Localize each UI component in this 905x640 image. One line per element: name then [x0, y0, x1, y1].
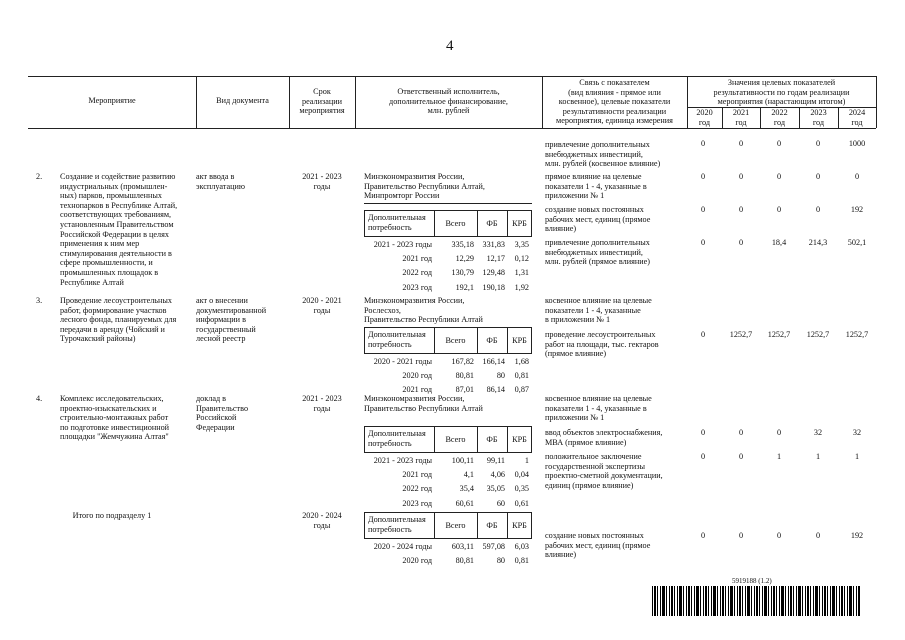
document-type: лесной реестр: [196, 334, 246, 344]
indicator-value: 502,1: [847, 238, 867, 247]
financing-krb-header: КРБ: [512, 219, 527, 228]
financing-label: потребность: [368, 438, 412, 448]
financing-fb: 60: [496, 498, 505, 508]
indicator-value: 18,4: [771, 238, 787, 247]
indicator-link: млн. рублей (косвенное влияние): [545, 159, 661, 169]
indicator-value: 0: [700, 238, 706, 247]
financing-total: 80,81: [455, 556, 474, 566]
indicator-value: 214,3: [808, 238, 828, 247]
financing-period: 2021 год: [402, 470, 432, 480]
link-header: (вид влияния - прямое или: [568, 87, 661, 97]
financing-krb: 1: [524, 456, 529, 465]
indicator-link: внебюджетных инвестиций,: [545, 149, 643, 159]
indicator-value: 0: [738, 139, 744, 148]
values-header: мероприятия (нарастающим итогом): [717, 97, 846, 107]
rule-line: [876, 76, 877, 128]
year-header: 2023: [810, 108, 827, 117]
indicator-value: 1252,7: [767, 330, 791, 339]
financing-label: потребность: [368, 339, 412, 349]
measure-text: лесного фонда, планируемых для: [60, 315, 177, 325]
financing-krb: 0,61: [514, 498, 529, 508]
financing-label: Дополнительная: [368, 330, 426, 339]
financing-fb: 129,48: [482, 268, 505, 278]
financing-label: Дополнительная: [368, 429, 426, 438]
barcode-number: 5919188 (1.2): [732, 577, 772, 585]
measure-text: по подготовке инвестиционной: [60, 422, 170, 432]
indicator-value: 1: [776, 452, 782, 461]
indicator-value: 0: [738, 205, 744, 214]
financing-label: потребность: [368, 524, 412, 534]
indicator-link: рабочих мест, единиц (прямое: [545, 540, 651, 550]
indicator-link: МВА (прямое влияние): [545, 437, 627, 447]
indicator-value: 32: [813, 428, 823, 437]
document-type: Правительство: [196, 403, 249, 413]
financing-period: 2020 - 2021 годы: [373, 357, 432, 366]
indicator-value: 0: [776, 531, 782, 540]
indicator-link: приложении № 1: [545, 413, 605, 423]
financing-krb: 0,35: [514, 484, 529, 494]
financing-period: 2020 - 2024 годы: [373, 542, 432, 551]
term-header: реализации: [301, 96, 342, 106]
financing-total: 87,01: [455, 385, 474, 395]
indicator-value: 1: [815, 452, 821, 461]
indicator-value: 1252,7: [806, 330, 830, 339]
financing-period: 2022 год: [402, 484, 432, 494]
year-header: 2022: [771, 108, 788, 117]
measure-text: Комплекс исследовательских,: [60, 394, 164, 403]
indicator-value: 192: [850, 531, 864, 540]
indicator-link: в приложении № 1: [545, 315, 611, 325]
financing-period: 2020 год: [402, 371, 432, 381]
responsible: Рослесхоз,: [364, 305, 401, 315]
measure-text: промышленных площадок в: [60, 268, 159, 277]
financing-period: 2021 - 2023 годы: [373, 456, 432, 465]
indicator-link: единиц (прямое влияние): [545, 480, 634, 490]
indicator-link: проведение лесоустроительных: [545, 330, 656, 339]
responsible: Минпромторг России: [364, 191, 440, 201]
values-header: Значения целевых показателей: [727, 78, 836, 87]
financing-total: 603,11: [451, 542, 474, 551]
responsible: Правительство Республики Алтай,: [364, 181, 485, 191]
term: 2021 - 2023: [302, 394, 342, 403]
year-header: 2024: [848, 108, 866, 117]
indicator-link: положительное заключение: [545, 452, 642, 461]
indicator-value: 0: [700, 172, 706, 181]
measure-text: Турочакский районы): [60, 334, 136, 344]
document-type: государственный: [196, 324, 256, 334]
indicator-link: создание новых постоянных: [545, 531, 644, 540]
measure-text: ных) парков, промышленных: [60, 191, 162, 201]
responsible-header: Ответственный исполнитель,: [397, 87, 500, 96]
measure-header: Мероприятие: [88, 96, 136, 105]
indicator-link: приложении № 1: [545, 191, 605, 201]
responsible: Правительство Республики Алтай: [364, 315, 483, 325]
responsible-header: дополнительное финансирование,: [389, 96, 508, 106]
financing-period: 2021 год: [402, 254, 432, 264]
financing-fb: 86,14: [486, 385, 505, 395]
measure-text: Российской Федерации в целях: [60, 229, 169, 239]
measure-text: установленным Правительством: [60, 220, 174, 229]
indicator-value: 0: [738, 238, 744, 247]
financing-krb-header: КРБ: [512, 336, 527, 345]
link-header: косвенное), целевые показатели: [558, 97, 671, 107]
document-type: Российской: [196, 413, 237, 423]
term: годы: [313, 520, 331, 530]
term: 2020 - 2024: [302, 511, 342, 520]
indicator-value: 0: [738, 531, 744, 540]
financing-fb: 35,05: [486, 484, 505, 494]
financing-krb: 1,68: [514, 357, 529, 366]
financing-period: 2021 - 2023 годы: [373, 240, 432, 249]
measure-text: строительно-монтажных работ: [60, 413, 169, 423]
indicator-link: привлечение дополнительных: [545, 140, 650, 149]
total-label: Итого по подразделу 1: [72, 511, 152, 520]
financing-fb: 597,08: [482, 542, 505, 551]
measure-text: Республике Алтай: [60, 277, 124, 287]
indicator-value: 0: [700, 205, 706, 214]
measure-text: соответствующих требованиям,: [60, 210, 172, 220]
indicator-link: государственной экспертизы: [545, 461, 646, 471]
financing-fb: 12,17: [486, 254, 505, 264]
financing-total-header: Всего: [445, 219, 466, 228]
financing-fb-header: ФБ: [486, 521, 498, 530]
year-header: год: [851, 117, 863, 127]
financing-krb: 0,81: [514, 371, 529, 381]
financing-krb: 3,35: [514, 240, 529, 249]
indicator-value: 0: [776, 428, 782, 437]
indicator-value: 0: [700, 428, 706, 437]
financing-fb: 80: [496, 556, 505, 566]
financing-total: 130,79: [451, 268, 474, 278]
financing-total: 60,61: [455, 498, 474, 508]
financing-fb: 99,11: [486, 456, 505, 465]
term: годы: [313, 181, 331, 191]
financing-krb-header: КРБ: [512, 435, 527, 444]
financing-label: Дополнительная: [368, 213, 426, 222]
link-header: мероприятия, единица измерения: [556, 116, 673, 126]
measure-text: работ, формирование участков: [60, 305, 167, 315]
financing-period: 2021 год: [402, 385, 432, 395]
financing-fb-header: ФБ: [486, 336, 498, 345]
indicator-value: 0: [776, 205, 782, 214]
measure-text: индустриальных (промышлен-: [60, 181, 168, 191]
indicator-link: создание новых постоянных: [545, 205, 644, 214]
financing-period: 2022 год: [402, 268, 432, 278]
measure-text: технопарков в Республике Алтай,: [60, 200, 178, 210]
indicator-value: 0: [815, 172, 821, 181]
indicator-value: 0: [776, 172, 782, 181]
link-header: Связь с показателем: [579, 78, 650, 87]
doc-type-header: Вид документа: [216, 96, 269, 105]
year-header: 2020: [696, 108, 713, 117]
row-number: 3.: [36, 296, 43, 305]
row-number: 4.: [36, 394, 43, 403]
year-header: 2021: [732, 108, 750, 117]
document-type: информации в: [196, 315, 246, 325]
measure-text: Создание и содействие развитию: [60, 172, 176, 181]
term-header: Срок: [313, 87, 331, 96]
document-type: Федерации: [196, 422, 235, 432]
financing-krb-header: КРБ: [512, 521, 527, 530]
responsible: Минэкономразвития России,: [364, 296, 465, 305]
financing-total-header: Всего: [445, 435, 466, 444]
page-number: 4: [446, 38, 454, 54]
measure-text: сфере промышленности, и: [60, 258, 153, 268]
indicator-value: 1252,7: [845, 330, 869, 339]
measure-text: передачи в аренду (Чойский и: [60, 324, 165, 334]
indicator-link: млн. рублей (прямое влияние): [545, 257, 650, 267]
rule-line: [364, 203, 532, 204]
document-type: акт ввода в: [196, 172, 235, 181]
financing-krb: 0,12: [514, 254, 529, 264]
indicator-link: прямое влияние на целевые: [545, 172, 642, 181]
financing-krb: 0,87: [514, 385, 529, 395]
responsible: Правительство Республики Алтай: [364, 403, 483, 413]
link-header: результативности реализации: [562, 106, 667, 116]
document-type: документированной: [196, 305, 267, 315]
indicator-value: 32: [852, 428, 862, 437]
measure-text: площадки "Жемчужина Алтая": [60, 432, 169, 442]
indicator-link: косвенное влияние на целевые: [545, 394, 652, 403]
indicator-link: показатели 1 - 4, указанные: [545, 305, 641, 315]
indicator-value: 0: [815, 531, 821, 540]
document-type: акт о внесении: [196, 296, 248, 305]
indicator-link: работ на площади, тыс. гектаров: [545, 339, 659, 349]
indicator-value: 0: [738, 428, 744, 437]
financing-total: 35,4: [459, 484, 474, 494]
financing-fb: 80: [496, 371, 505, 381]
measure-text: Проведение лесоустроительных: [60, 296, 173, 305]
responsible: Минэкономразвития России,: [364, 172, 465, 181]
financing-fb-header: ФБ: [486, 435, 498, 444]
term: годы: [313, 305, 331, 315]
financing-total-header: Всего: [445, 521, 466, 530]
indicator-link: рабочих мест, единиц (прямое: [545, 214, 651, 224]
year-header: год: [773, 117, 786, 127]
indicator-link: привлечение дополнительных: [545, 238, 650, 247]
financing-period: 2023 год: [402, 498, 432, 508]
term: годы: [313, 403, 331, 413]
financing-krb: 1,31: [514, 268, 529, 278]
financing-total: 192,1: [455, 282, 474, 292]
financing-total-header: Всего: [445, 336, 466, 345]
year-header: год: [698, 117, 711, 127]
financing-total: 12,29: [455, 254, 474, 264]
indicator-link: внебюджетных инвестиций,: [545, 247, 643, 257]
responsible-header: млн. рублей: [427, 106, 470, 116]
year-header: год: [812, 117, 825, 127]
indicator-value: 1000: [848, 139, 866, 148]
values-header: результативности по годам реализации: [713, 87, 850, 97]
financing-fb: 4,06: [490, 470, 505, 480]
indicator-value: 0: [700, 531, 706, 540]
measure-text: проектно-изыскательских и: [60, 403, 157, 413]
indicator-value: 0: [854, 172, 860, 181]
indicator-value: 0: [738, 172, 744, 181]
financing-krb: 0,04: [514, 470, 529, 480]
financing-total: 335,18: [451, 240, 474, 249]
measure-text: применения к ним мер: [60, 239, 140, 249]
financing-total: 100,11: [451, 456, 474, 465]
indicator-link: проектно-сметной документации,: [545, 471, 663, 481]
rule-line: [28, 76, 876, 77]
indicator-link: влияние): [545, 224, 577, 234]
rule-line: [28, 128, 876, 129]
indicator-link: ввод объектов электроснабжения,: [545, 428, 663, 437]
term: 2020 - 2021: [302, 296, 342, 305]
indicator-value: 1252,7: [729, 330, 753, 339]
financing-period: 2023 год: [402, 282, 432, 292]
financing-fb-header: ФБ: [486, 219, 498, 228]
financing-fb: 190,18: [482, 282, 505, 292]
financing-total: 167,82: [451, 357, 474, 366]
indicator-value: 0: [700, 330, 706, 339]
responsible: Минэкономразвития России,: [364, 394, 465, 403]
financing-period: 2020 год: [402, 556, 432, 566]
indicator-value: 0: [815, 139, 821, 148]
measure-text: стимулирования деятельности в: [60, 248, 172, 258]
indicator-link: показатели 1 - 4, указанные в: [545, 403, 647, 413]
financing-total: 80,81: [455, 371, 474, 381]
term: 2021 - 2023: [302, 172, 342, 181]
barcode: [652, 586, 860, 616]
financing-total: 4,1: [463, 470, 474, 480]
indicator-link: (прямое влияние): [545, 349, 607, 359]
financing-krb: 0,81: [514, 556, 529, 566]
year-header: год: [735, 117, 747, 127]
indicator-link: влияние): [545, 550, 577, 560]
indicator-value: 0: [700, 139, 706, 148]
indicator-value: 0: [815, 205, 821, 214]
financing-krb: 6,03: [514, 542, 529, 551]
financing-label: Дополнительная: [368, 515, 426, 524]
indicator-link: косвенное влияние на целевые: [545, 296, 652, 305]
indicator-value: 1: [854, 452, 860, 461]
term-header: мероприятия: [299, 106, 345, 116]
row-number: 2.: [36, 172, 43, 181]
financing-label: потребность: [368, 222, 412, 232]
indicator-value: 0: [738, 452, 744, 461]
financing-krb: 1,92: [514, 282, 529, 292]
document-type: доклад в: [196, 394, 227, 403]
indicator-value: 0: [776, 139, 782, 148]
document-type: эксплуатацию: [196, 181, 245, 191]
financing-fb: 166,14: [482, 357, 505, 366]
indicator-value: 192: [850, 205, 864, 214]
indicator-value: 0: [700, 452, 706, 461]
financing-fb: 331,83: [482, 240, 505, 249]
indicator-link: показатели 1 - 4, указанные в: [545, 181, 647, 191]
